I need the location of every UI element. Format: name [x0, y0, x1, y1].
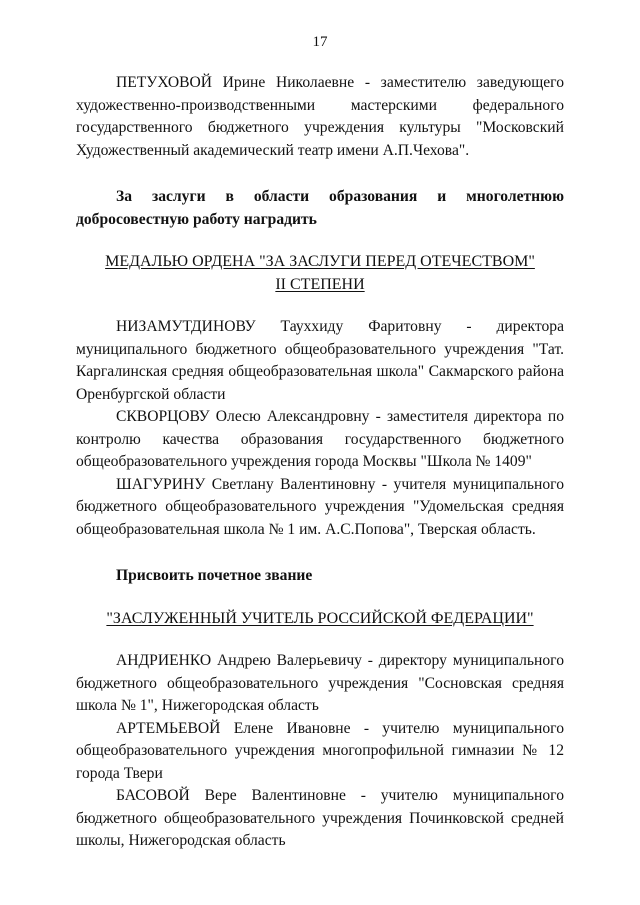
honored-teacher-recipient: АРТЕМЬЕВОЙ Елене Ивановне - учителю муниципального общеобразовательного учреждения многопрофильной гимназии № 12 города Твери [76, 719, 564, 782]
award-title-medal-line-2: II СТЕПЕНИ [275, 275, 365, 293]
award-recipient-petukhova: ПЕТУХОВОЙ Ирине Николаевне - заместителю заведующего художественно-производственными мастерскими федерального государственного бюджетного учреждения культуры "Московский Художественный академический театр имени А.П.Чехова". [76, 74, 564, 159]
page-number: 17 [312, 34, 328, 50]
section-heading-awarding: За заслуги в области образования и многолетнюю добросовестную работу наградить [76, 188, 564, 228]
award-title-medal-line-1: МЕДАЛЬЮ ОРДЕНА "ЗА ЗАСЛУГИ ПЕРЕД ОТЕЧЕСТВОМ" [105, 253, 535, 270]
medal-recipient: СКВОРЦОВУ Олесю Александровну - заместителя директора по контролю качества образования государственного бюджетного общеобразовательного учреждения города Москвы "Школа № 1409" [76, 408, 564, 470]
honored-teacher-recipient: БАСОВОЙ Вере Валентиновне - учителю муниципального бюджетного общеобразовательного учреждения Починковской средней школы, Нижегородская область [76, 787, 564, 849]
medal-recipient: ШАГУРИНУ Светлану Валентиновну - учителя муниципального бюджетного общеобразовательного учреждения "Удомельская средняя общеобразовательная школа № 1 им. А.С.Попова", Тверская область. [76, 475, 564, 538]
honored-teacher-recipient: АНДРИЕНКО Андрею Валерьевичу - директору муниципального бюджетного общеобразовательного учреждения "Сосновская средняя школа № 1", Нижегородская область [76, 652, 564, 714]
section-heading-honorary-title: Присвоить почетное звание [116, 567, 313, 584]
document-body [76, 72, 564, 853]
award-title-honored-teacher: "ЗАСЛУЖЕННЫЙ УЧИТЕЛЬ РОССИЙСКОЙ ФЕДЕРАЦИИ" [106, 609, 534, 627]
medal-recipient: НИЗАМУТДИНОВУ Тауххиду Фаритовну - директора муниципального бюджетного общеобразовательного учреждения "Тат. Каргалинская средняя общеобразовательная школа" Сакмарского района Оренбургской области [76, 318, 564, 403]
